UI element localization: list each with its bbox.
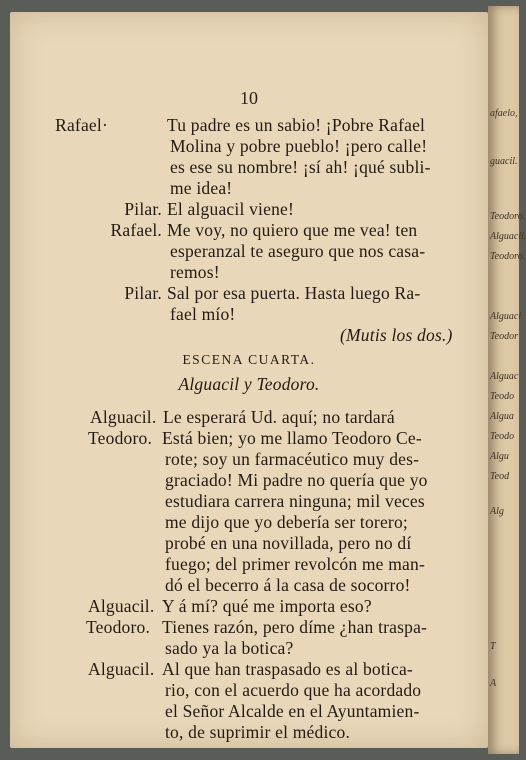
facing-fragment: Alguac: [490, 371, 519, 382]
speaker-label: Teodoro.: [88, 428, 153, 448]
dialogue-line: estudiara carrera ninguna; mil veces: [165, 491, 425, 511]
dialogue-line: Molina y pobre pueblo! ¡pero calle!: [170, 136, 428, 156]
facing-fragment: Alguaci: [490, 311, 522, 322]
dialogue-line: to, de suprimir el médico.: [165, 722, 351, 742]
stage-direction: (Mutis los dos.): [340, 325, 453, 345]
facing-fragment: guacil.: [490, 156, 518, 167]
facing-fragment: Algua: [490, 411, 514, 422]
dialogue-line: Tu padre es un sabio! ¡Pobre Rafael: [167, 115, 426, 135]
dialogue-line: probé en una novillada, pero no dí: [165, 533, 412, 553]
dialogue-line: es ese su nombre! ¡sí ah! ¡qué subli-: [170, 157, 431, 177]
facing-fragment: Teodor: [490, 331, 518, 342]
facing-fragment: Teodoro.: [490, 251, 526, 262]
dialogue-line: Está bien; yo me llamo Teodoro Ce-: [162, 428, 422, 448]
speaker-label: Rafael.: [110, 220, 162, 240]
speaker-label: Pilar.: [124, 199, 162, 219]
dialogue-line: Tienes razón, pero díme ¿han traspa-: [162, 617, 428, 637]
scene-characters: Alguacil y Teodoro.: [178, 374, 320, 394]
dialogue-line: fuego; del primer revolcón me man-: [165, 554, 425, 574]
speaker-label: Alguacil.: [90, 407, 157, 427]
scene-heading: ESCENA CUARTA.: [182, 352, 316, 367]
facing-fragment: A: [490, 678, 497, 689]
facing-page-edge: [488, 6, 526, 754]
speaker-label: Alguacil.: [88, 659, 155, 679]
speaker-label: Teodoro.: [86, 617, 151, 637]
dialogue-line: Al que han traspasado es al botica-: [162, 659, 413, 679]
dialogue-line: esperanzal te aseguro que nos casa-: [170, 241, 426, 261]
dialogue-line: remos!: [170, 262, 220, 282]
facing-fragment: Teodo: [490, 431, 515, 442]
dialogue-line: graciado! Mi padre no quería que yo: [165, 470, 428, 490]
dialogue-line: Le esperará Ud. aquí; no tardará: [163, 407, 395, 427]
dialogue-line: Me voy, no quiero que me vea! ten: [167, 220, 418, 240]
facing-fragment: Alguacil.: [490, 231, 526, 242]
facing-fragment: Alg: [490, 506, 504, 517]
dialogue-line: me idea!: [170, 178, 233, 198]
facing-fragment: Algu: [490, 451, 509, 462]
facing-fragment: Teodo: [490, 391, 515, 402]
speaker-label: Pilar.: [124, 283, 162, 303]
book-page: [10, 12, 488, 748]
facing-fragment: Teod: [490, 471, 510, 482]
dialogue-line: me dijo que yo debería ser torero;: [165, 512, 408, 532]
dialogue-line: Y á mí? qué me importa eso?: [162, 596, 372, 616]
dialogue-line: el Señor Alcalde en el Ayuntamien-: [165, 701, 420, 721]
speaker-label: Rafael·: [55, 115, 108, 135]
facing-fragment: Teodoro.: [490, 211, 526, 222]
dialogue-line: fael mío!: [170, 304, 236, 324]
speaker-label: Alguacil.: [88, 596, 155, 616]
dialogue-line: rio, con el acuerdo que ha acordado: [165, 680, 422, 700]
dialogue-line: Sal por esa puerta. Hasta luego Ra-: [167, 283, 421, 303]
dialogue-line: sado ya la botica?: [165, 638, 294, 658]
facing-fragment: afaelo,: [490, 108, 518, 119]
facing-fragment: T: [490, 641, 496, 652]
dialogue-line: dó el becerro á la casa de socorro!: [165, 575, 411, 595]
page-number: 10: [240, 88, 258, 108]
dialogue-line: rote; soy un farmacéutico muy des-: [165, 449, 420, 469]
dialogue-line: El alguacil viene!: [167, 199, 295, 219]
